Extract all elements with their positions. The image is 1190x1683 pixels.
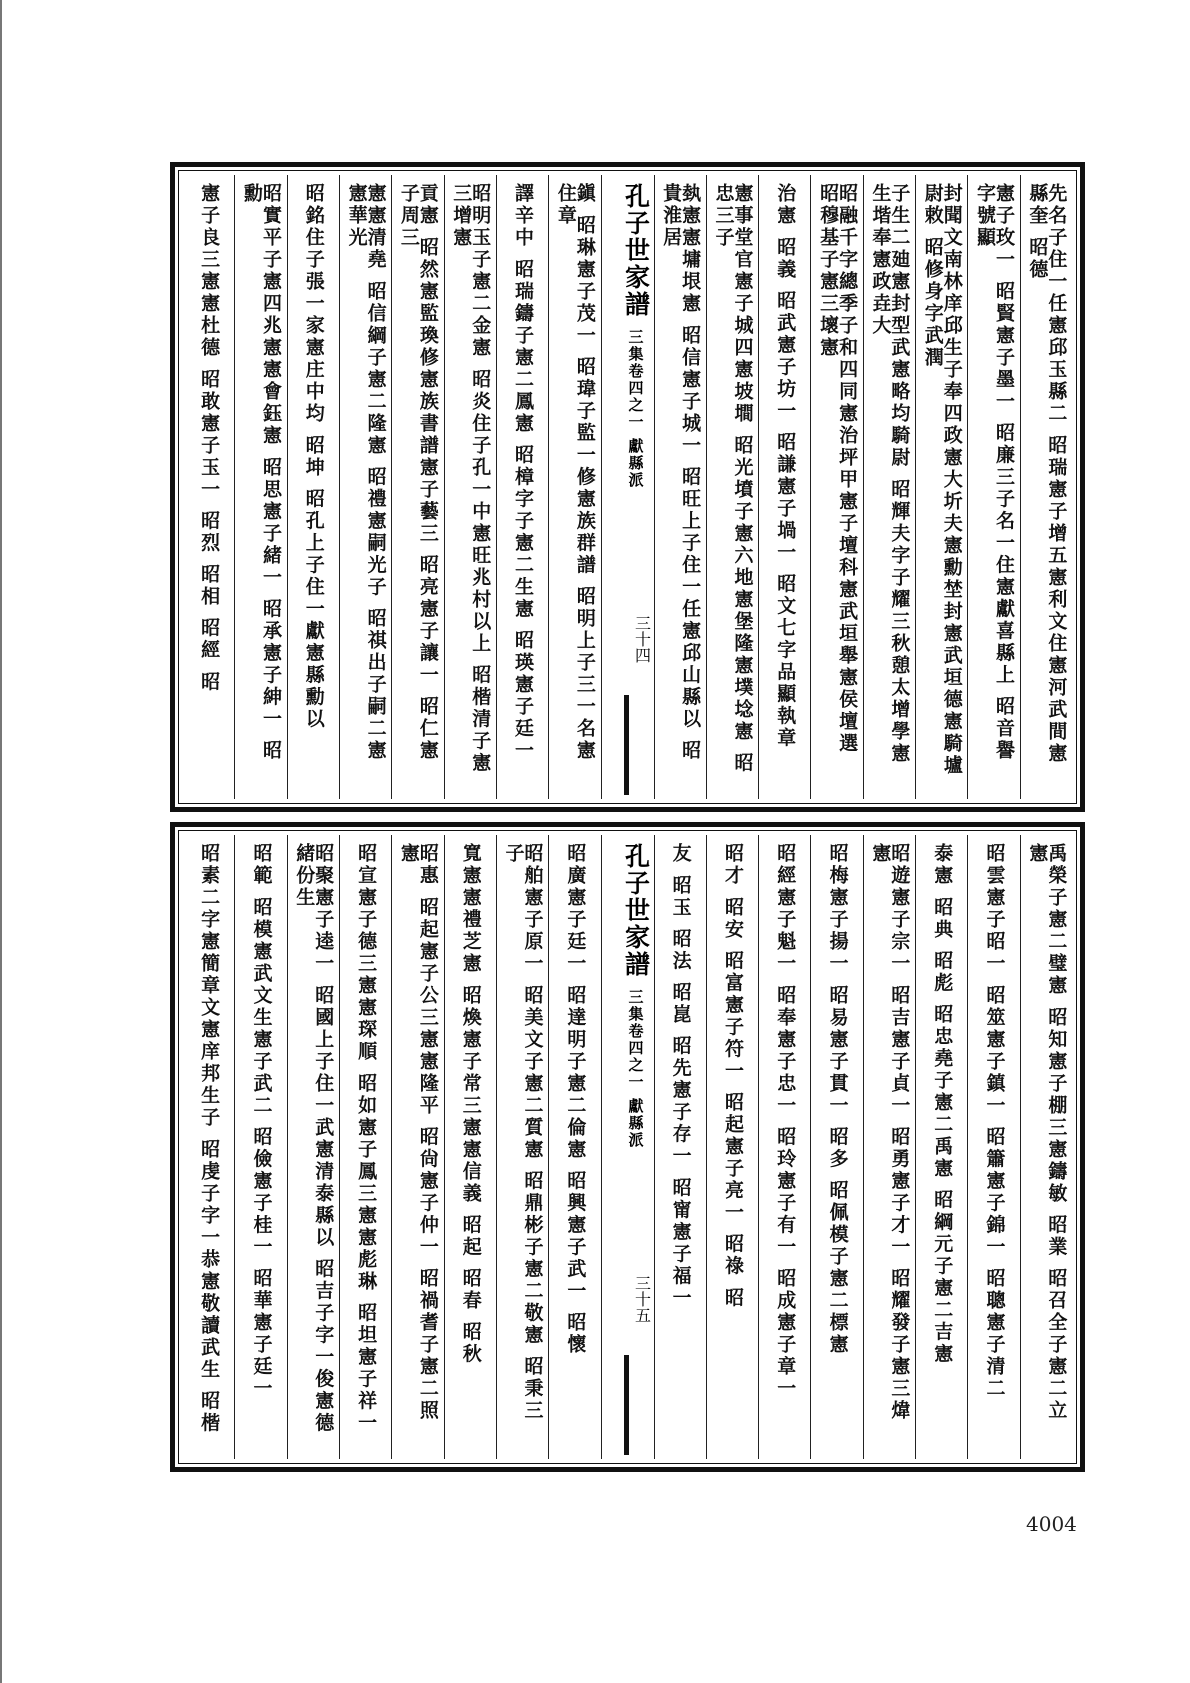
center-margin [601, 835, 654, 1459]
text-column: 昭銘住子張一家憲庄中均 昭坤 昭孔上子住一獻憲縣勳以 [287, 175, 339, 799]
text-column: 昭舶憲子原一 昭美文子憲二質憲 昭鼎彬子憲二敬憲 昭秉三子 [496, 835, 548, 1459]
text-column: 鎭 昭琳憲子茂一 昭瑋子監一修憲族群譜 昭明上子三一名憲住章 [548, 175, 600, 799]
text-column: 泰憲 昭典 昭彪 昭忠堯子憲二禹憲 昭綱元子憲二吉憲 [915, 835, 967, 1459]
scan-edge-line [0, 0, 2, 1683]
text-column: 昭實平子憲四兆憲憲會鈺憲 昭思憲子緒一 昭承憲子紳一 昭勳 [234, 175, 286, 799]
text-column: 寬憲憲禮芝憲 昭煥憲子常三憲憲信義 昭起 昭春 昭秋 [444, 835, 496, 1459]
text-column: 昭廣憲子廷一 昭達明子憲二倫憲 昭興憲子武一 昭懷 [548, 835, 600, 1459]
fishtail-bar [624, 1355, 629, 1455]
text-column: 貢憲 昭然憲監瑍修憲族書譜憲子藝三 昭亮憲子讓一 昭仁憲子周三 [391, 175, 443, 799]
genealogy-panel-35 [170, 822, 1085, 1472]
text-column: 昭融千字總季子和四同憲治坪甲憲子壇科憲武垣舉憲侯壇選 昭穆基子憲三壞憲 [810, 175, 862, 799]
text-column: 譯辛中 昭瑞鑄子憲二鳳憲 昭樟字子憲二生憲 昭瑛憲子廷一 [496, 175, 548, 799]
text-column: 昭惠 昭起憲子公三憲憲隆平 昭尙憲子仲一 昭禍耆子憲二照憲 [391, 835, 443, 1459]
book-title: 孔子世家譜 三集卷四之一 獻縣派 [621, 183, 651, 489]
text-column: 昭經憲子魁一 昭奉憲子忠一 昭玲憲子有一 昭成憲子章一 [758, 835, 810, 1459]
text-column: 昭明玉子憲二金憲 昭炎住子孔一中憲旺兆村以上 昭楷清子憲三增憲 [444, 175, 496, 799]
text-column: 昭範 昭模憲武文生憲子武二 昭儉憲子桂一 昭華憲子廷一 [234, 835, 286, 1459]
text-column: 先名子住一任憲邱玉縣二 昭瑞憲子增五憲利文住憲河武間憲縣奎 昭德 [1020, 175, 1072, 799]
fishtail-bar [624, 695, 629, 795]
center-margin [601, 175, 654, 799]
text-column: 昭梅憲子揚一 昭易憲子貫一 昭多 昭佩模子憲二標憲 [810, 835, 862, 1459]
page-number: 4004 [1026, 1512, 1077, 1536]
text-column: 昭遊憲子宗一 昭吉憲子貞一 昭勇憲子才一 昭耀發子憲三煒憲 [863, 835, 915, 1459]
text-column: 憲子良三憲憲杜德 昭敢憲子玉一 昭烈 昭相 昭經 昭 [198, 183, 221, 694]
leaf-number: 三十五 [632, 1275, 652, 1323]
text-column: 子生二廸憲封型武憲略均騎尉 昭輝夫字子耀三秋憩太增學憲生堦奉憲政垚大 [863, 175, 915, 799]
text-column: 憲事堂官憲子城四憲坡墹 昭光墳子憲六地憲堡隆憲墣埝憲 昭忠三子 [706, 175, 758, 799]
text-column: 昭宣憲子德三憲憲琛順 昭如憲子鳳三憲憲彪琳 昭坦憲子祥一 [339, 835, 391, 1459]
text-column: 憲子玫一 昭賢憲子墨一 昭廉三子名一住憲獻喜縣上 昭音譽字號顯 [967, 175, 1019, 799]
leaf-number: 三十四 [632, 615, 652, 663]
text-column: 友 昭玉 昭法 昭崑 昭先憲子存一 昭甯憲子福一 [654, 835, 706, 1459]
text-column: 治憲 昭義 昭武憲子坊一 昭謙憲子堝一 昭文七字品顯執章 [758, 175, 810, 799]
text-column: 憲憲清堯 昭信綱子憲二隆憲 昭禮憲嗣光子 昭祺出子嗣二憲憲華光 [339, 175, 391, 799]
book-title: 孔子世家譜 三集卷四之一 獻縣派 [621, 843, 651, 1149]
text-column: 昭才 昭安 昭富憲子符一 昭起憲子亮一 昭祿 昭 [706, 835, 758, 1459]
text-column: 禹榮子憲二璧憲 昭知憲子棚三憲鑄敏 昭業 昭召全子憲二立憲 [1020, 835, 1072, 1459]
text-column: 昭聚憲子逵一 昭國上子住一武憲清泰縣以 昭吉子字一俊憲德緒份生 [287, 835, 339, 1459]
text-column: 埶憲憲墉垠憲 昭信憲子城一 昭旺上子住一任憲邱山縣以 昭貴淮居 [654, 175, 706, 799]
text-column: 昭雲憲子昭一 昭筮憲子鎮一 昭簫憲子錦一 昭聰憲子清二 [967, 835, 1019, 1459]
genealogy-panel-34 [170, 162, 1085, 812]
text-column: 昭素二字憲簡章文憲庠邦生子 昭虔子字一恭憲敬讀武生 昭楷 [198, 843, 221, 1435]
text-column: 封聞文南林庠邱生子奉四政憲大圻夫憲勳埜封憲武垣德憲騎壚尉敕 昭修身字武潤 [915, 175, 967, 799]
